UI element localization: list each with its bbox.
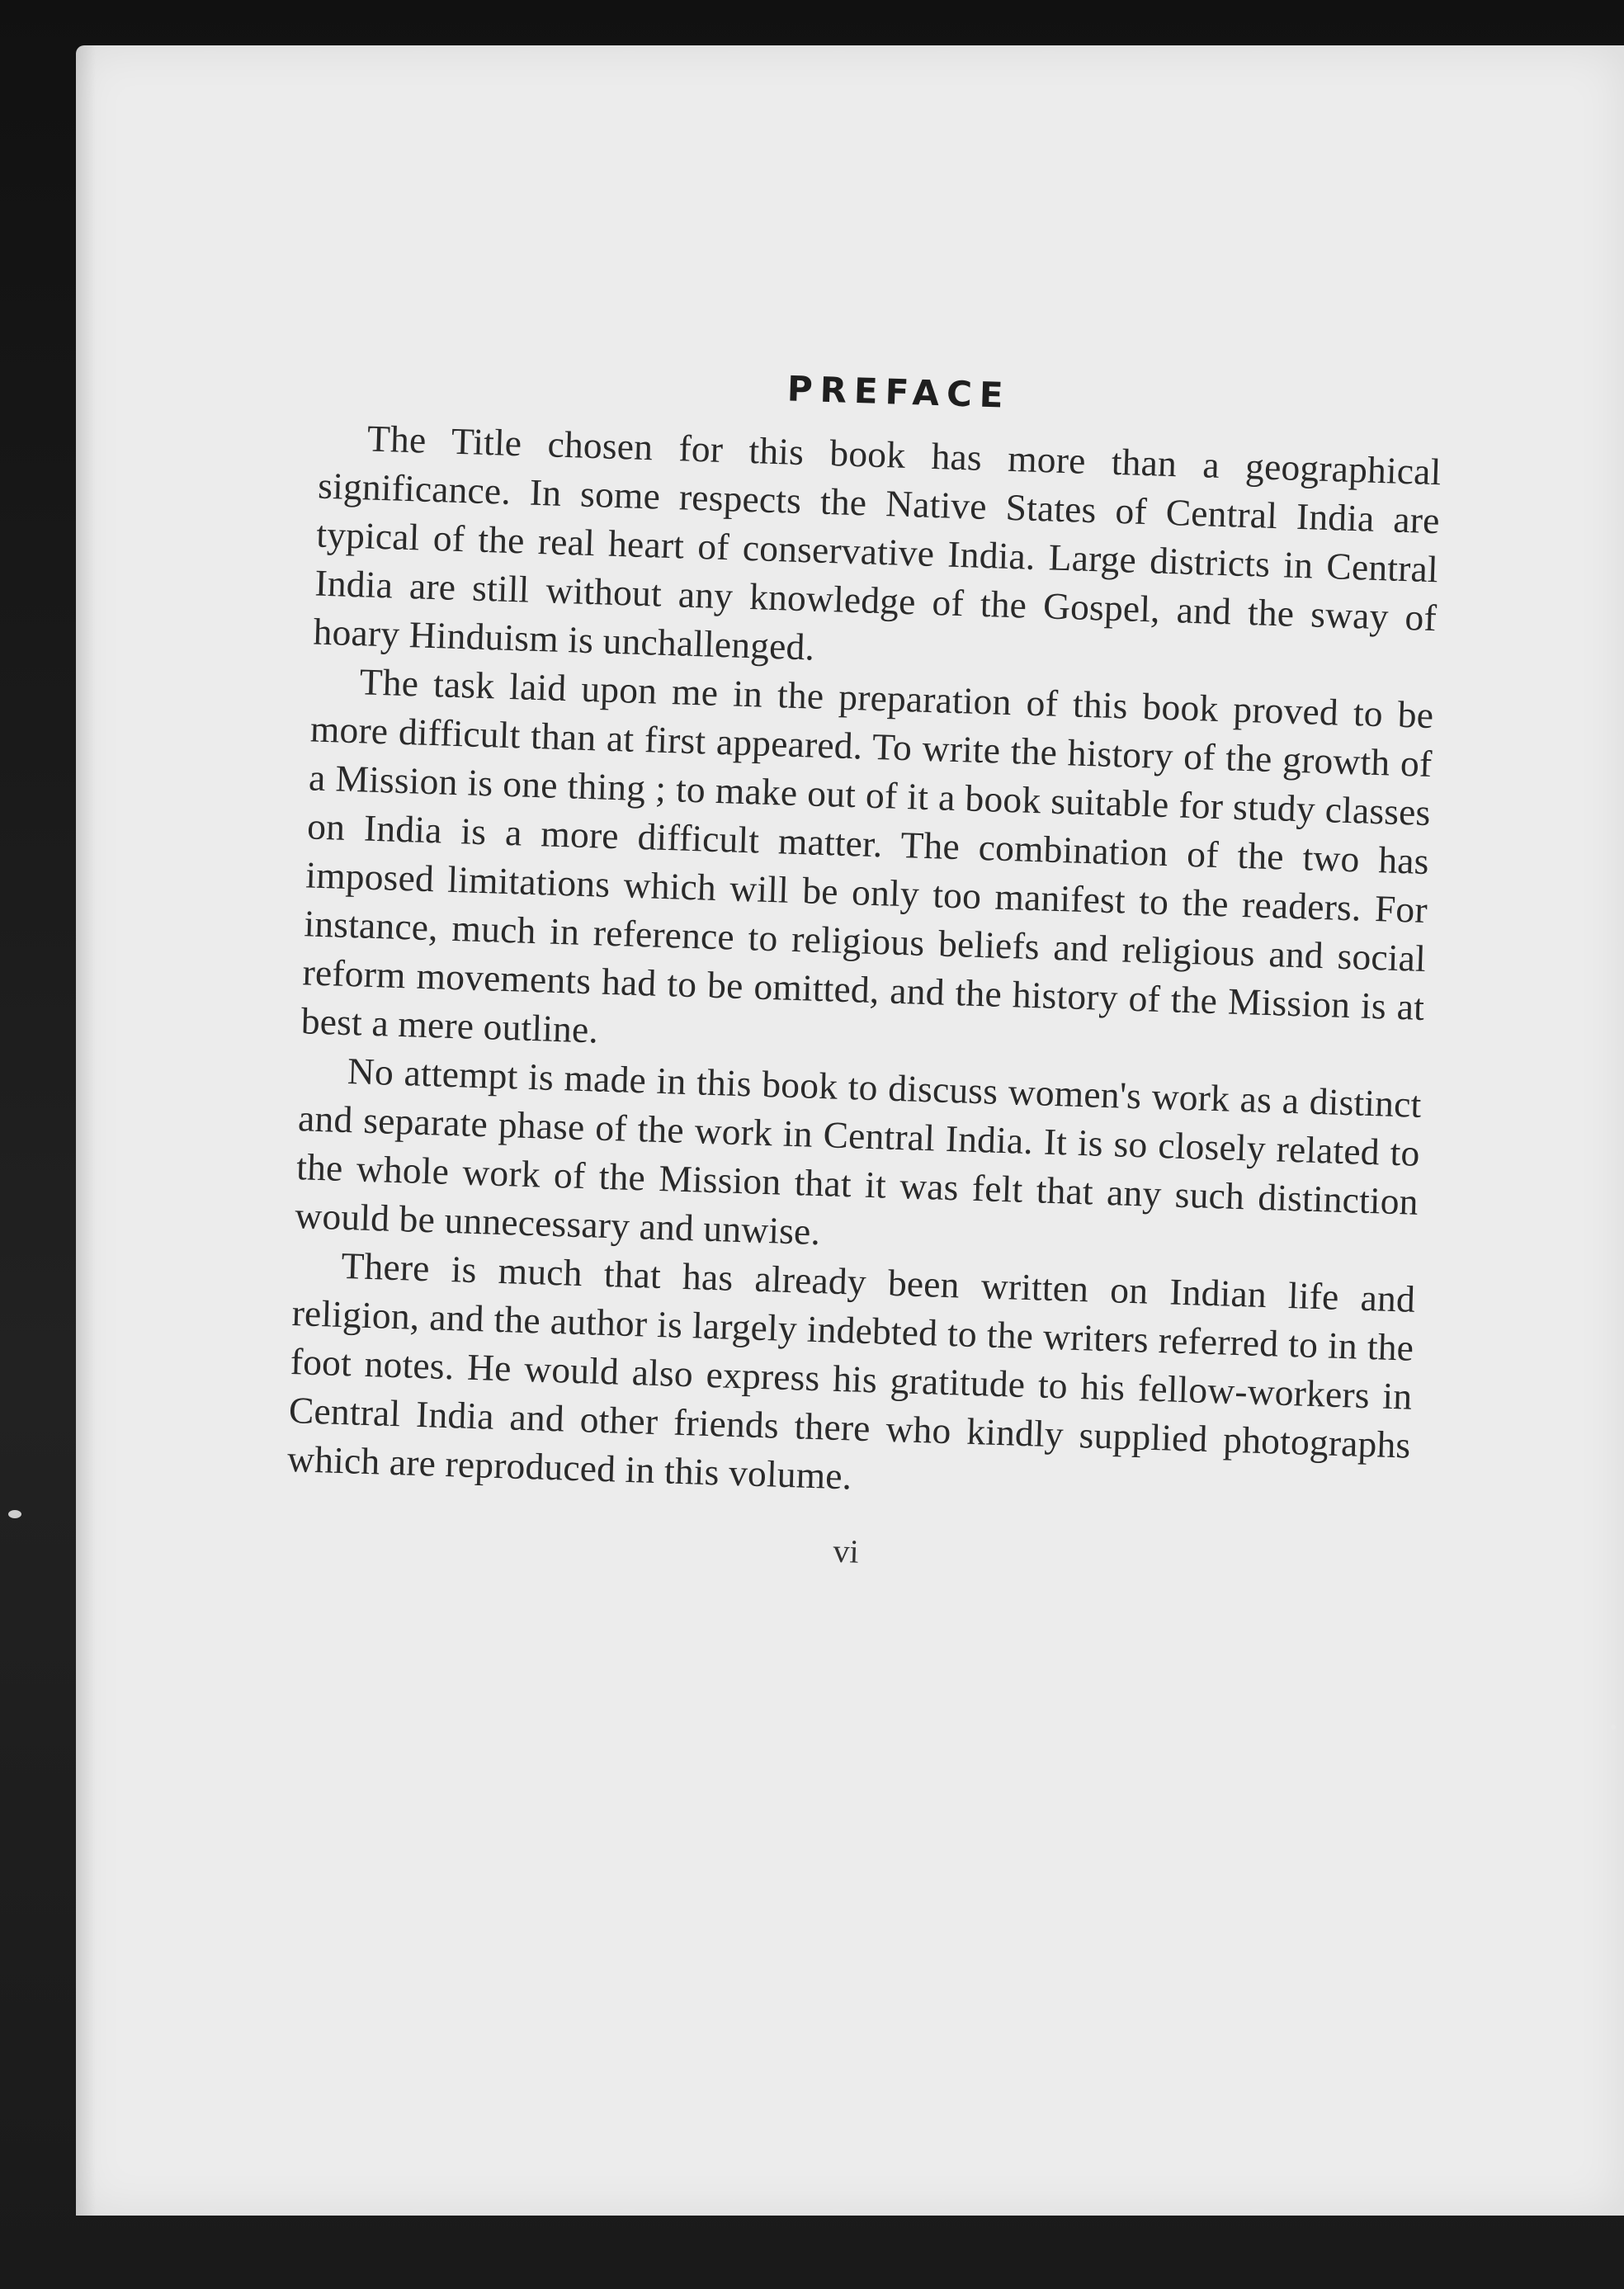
scan-speck — [1611, 1725, 1616, 1730]
page-number: vi — [832, 1532, 860, 1570]
paragraph-3: No attempt is made in this book to discuss women's work as a distinct and separate phase of the work in Central India. It is so closely related to the whole work of the Mission that it was felt that any such distinction would be unnecessary and unwise. — [294, 1050, 1423, 1253]
paragraph-1: The Title chosen for this book has more than a geographical significance. In some respects the Native States of Central India are typical of the real heart of conservative India. Large districts in Central India are still without any knowledge of the Gospel, and the sway of hoary Hinduism is unchallenged. — [312, 417, 1442, 668]
scan-speck — [8, 1510, 21, 1518]
paragraph-4: There is much that has already been written on Indian life and religion, and the author is largely indebted to the writers referred to in the foot notes. He would also express his gratitude to his fellow-workers in Central India and other friends there who kindly supplied photographs which are reproduced in this volume. — [286, 1244, 1416, 1498]
paragraph-2: The task laid upon me in the preparation of this book proved to be more difficult than at first appeared. To write the history of the growth of a Mission is one thing ; to make out of it a book suitable for study classes on India is a more difficult matter. The combination of the two has imposed limitations which will be only too manifest to the readers. For instance, much in reference to religious beliefs and religious and social reform movements had to be omitted, and the history of the Mission is at best a mere outline. — [300, 660, 1435, 1051]
preface-text-block — [285, 354, 1444, 1588]
page-title: PREFACE — [786, 368, 1012, 416]
page-edge-shadow — [76, 45, 96, 2216]
